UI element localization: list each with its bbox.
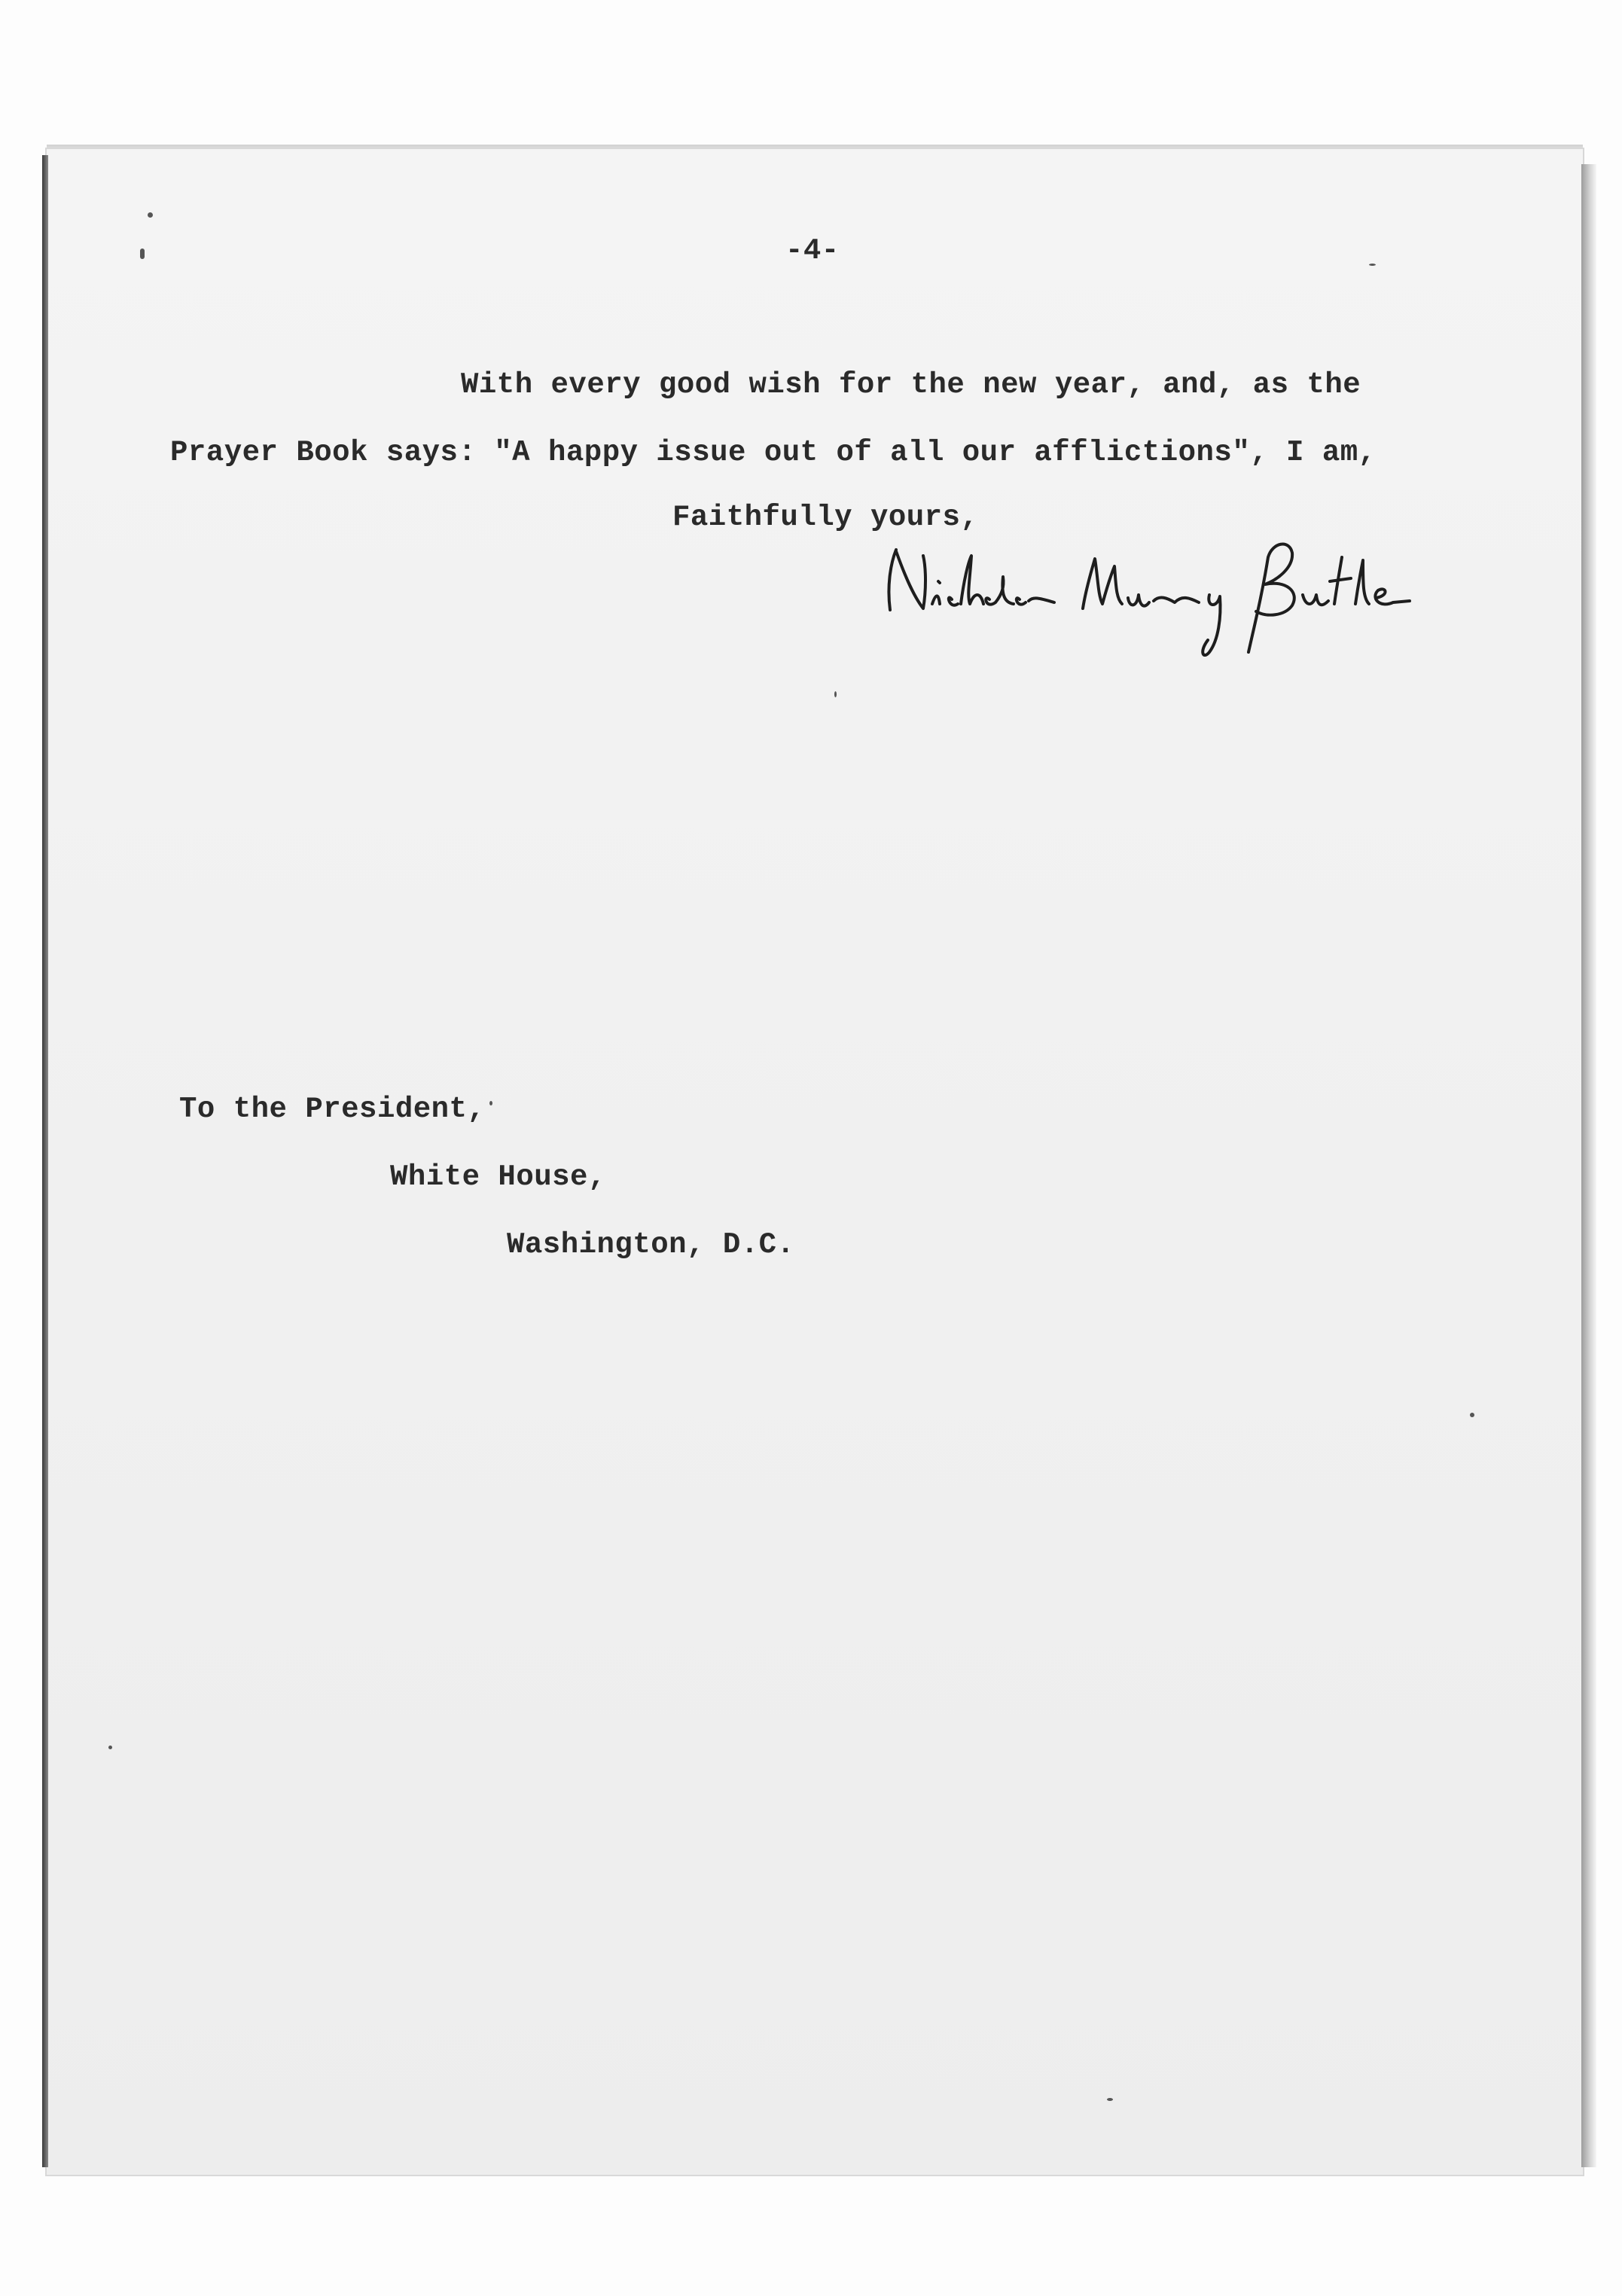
recipient-line: To the President, (179, 1093, 486, 1126)
scan-speck (834, 691, 837, 697)
scan-speck (1369, 264, 1376, 266)
handwritten-signature (874, 520, 1416, 670)
scan-speck (1107, 2098, 1113, 2101)
scan-speck (140, 249, 145, 259)
letter-body-line: Prayer Book says: "A happy issue out of all our afflictions", I am, (170, 436, 1377, 469)
scan-speck (489, 1101, 492, 1105)
page-number: -4- (785, 234, 840, 267)
scan-speck (1470, 1413, 1474, 1417)
scan-speck (108, 1746, 112, 1749)
letter-body-line: With every good wish for the new year, and, as the (461, 368, 1361, 401)
closing-salutation: Faithfully yours, (672, 501, 979, 534)
recipient-line: White House, (390, 1160, 606, 1194)
scan-speck (148, 212, 153, 218)
recipient-line: Washington, D.C. (507, 1228, 795, 1261)
